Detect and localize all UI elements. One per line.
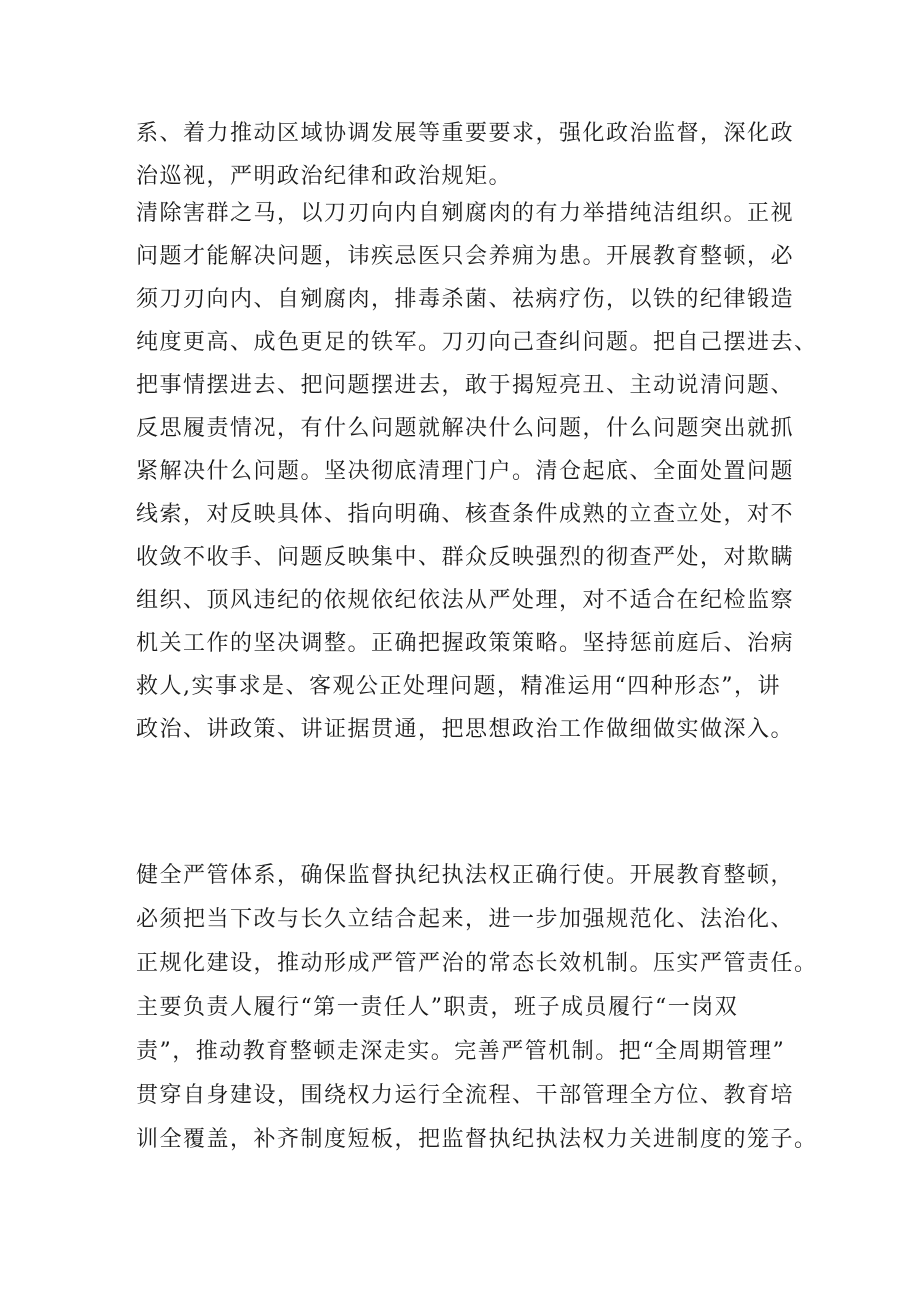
text-line: 纯度更高、成色更足的铁军。刀刃向己查纠问题。把自己摆进去、 bbox=[136, 330, 818, 355]
text-line: 把事情摆进去、把问题摆进去，敢于揭短亮丑、主动说清问题、 bbox=[136, 373, 795, 398]
text-line: 清除害群之马，以刀刃向内自剜腐肉的有力举措纯洁组织。正视 bbox=[136, 201, 795, 226]
text-line: 训全覆盖，补齐制度短板，把监督执纪执法权力关进制度的笼子。 bbox=[136, 1127, 818, 1152]
text-line: 政治、讲政策、讲证据贯通，把思想政治工作做细做实做深入。 bbox=[136, 717, 795, 742]
text-line: 反思履责情况，有什么问题就解决什么问题，什么问题突出就抓 bbox=[136, 416, 795, 441]
text-line: 收敛不收手、问题反映集中、群众反映强烈的彻查严处，对欺瞒 bbox=[136, 545, 795, 570]
text-line: 主要负责人履行“第一责任人”职责，班子成员履行“一岗双 bbox=[136, 995, 739, 1020]
text-line: 线索，对反映具体、指向明确、核查条件成熟的立查立处，对不 bbox=[136, 502, 795, 527]
text-line: 治巡视，严明政治纪律和政治规矩。 bbox=[136, 164, 513, 189]
text-line: 健全严管体系，确保监督执纪执法权正确行使。开展教育整顿， bbox=[136, 863, 795, 888]
text-line: 须刀刃向内、自剜腐肉，排毒杀菌、祛病疗伤，以铁的纪律锻造 bbox=[136, 287, 795, 312]
text-line: 机关工作的坚决调整。正确把握政策策略。坚持惩前庭后、治病 bbox=[136, 631, 795, 656]
text-line: 正规化建设，推动形成严管严治的常态长效机制。压实严管责任。 bbox=[136, 951, 818, 976]
text-line: 问题才能解决问题，讳疾忌医只会养痈为患。开展教育整顿，必 bbox=[136, 244, 795, 269]
text-line: 救人,实事求是、客观公正处理问题，精准运用“四种形态”，讲 bbox=[136, 674, 781, 699]
text-line: 组织、顶风违纪的依规依纪依法从严处理，对不适合在纪检监察 bbox=[136, 588, 795, 613]
text-line: 必须把当下改与长久立结合起来，进一步加强规范化、法治化、 bbox=[136, 907, 795, 932]
text-line: 系、着力推动区域协调发展等重要要求，强化政治监督，深化政 bbox=[136, 121, 795, 146]
text-line: 责”，推动教育整顿走深走实。完善严管机制。把“全周期管理” bbox=[136, 1039, 786, 1064]
text-line: 贯穿自身建设，围绕权力运行全流程、干部管理全方位、教育培 bbox=[136, 1083, 795, 1108]
text-line: 紧解决什么问题。坚决彻底清理门户。清仓起底、全面处置问题 bbox=[136, 459, 795, 484]
